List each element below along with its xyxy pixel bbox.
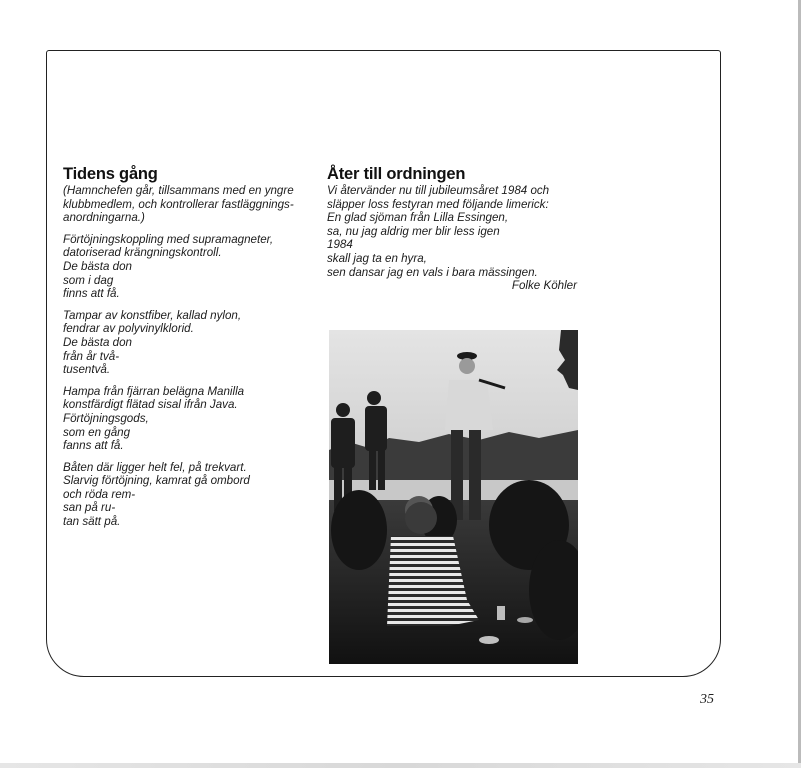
page-number: 35 bbox=[700, 692, 714, 707]
stanza-3: Hampa från fjärran belägna Manilla konstfärdigt flätad sisal ifrån Java. Förtöjningsgods, som en gång fanns att få. bbox=[63, 384, 245, 453]
limerick-text: Vi återvänder nu till jubileumsåret 1984 och släpper loss festyran med följande limerick: En glad sjöman från Lilla Essingen, sa, nu jag aldrig mer blir less igen 1984 skall jag ta en hyra, sen dansar jag en vals i bara mässingen. bbox=[327, 184, 550, 279]
stanza-1: Förtöjningskoppling med supramagneter, datoriserad krängningskontroll. De bästa don som i dag finns att få. bbox=[63, 232, 274, 301]
stanza-2: Tampar av konstfiber, kallad nylon, fendrar av polyvinylklorid. De bästa don från år två- tusentvå. bbox=[63, 308, 242, 377]
fiddler-photo bbox=[329, 330, 578, 664]
author-signature: Folke Köhler bbox=[511, 279, 577, 293]
right-column bbox=[327, 165, 585, 293]
left-column bbox=[63, 165, 325, 529]
left-intro: (Hamnchefen går, tillsammans med en yngre klubbmedlem, och kontrollerar fastläggnings- anordningarna.) bbox=[63, 184, 294, 225]
left-heading: Tidens gång bbox=[63, 165, 158, 183]
stanza-4: Båten där ligger helt fel, på trekvart. Slarvig förtöjning, kamrat gå ombord och röda rem- san på ru- tan sätt på. bbox=[63, 460, 250, 529]
scan-bottom-strip bbox=[0, 763, 801, 768]
right-heading: Åter till ordningen bbox=[327, 165, 466, 183]
